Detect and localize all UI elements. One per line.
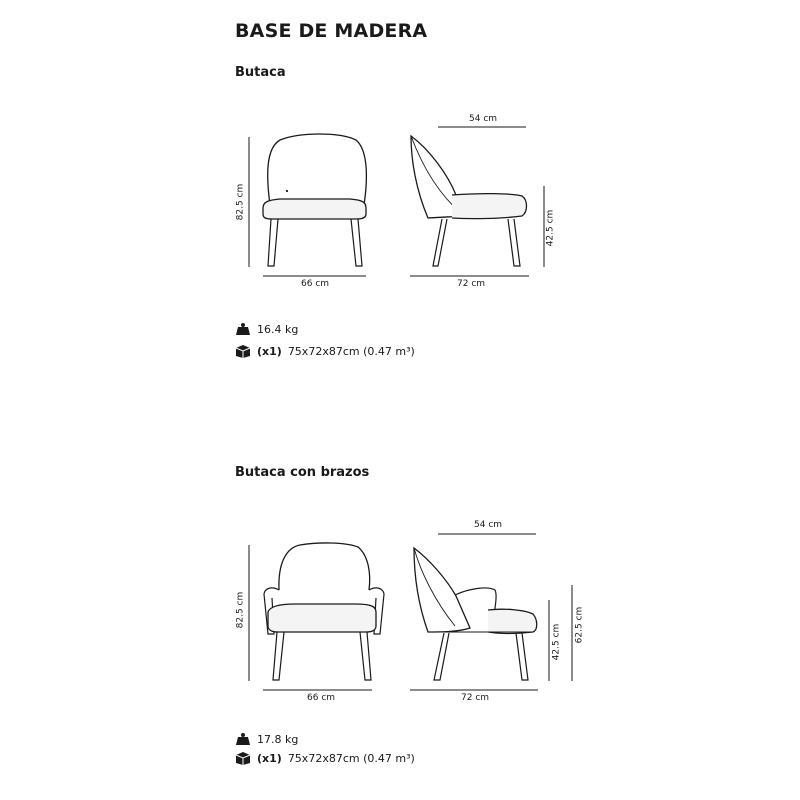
weight-value: 17.8 kg [257, 732, 299, 746]
butaca-front-view [249, 134, 366, 276]
package-size: 75x72x87cm (0.47 m³) [287, 751, 415, 765]
butaca-brazos-side-view [410, 534, 572, 690]
package-spec [235, 751, 415, 765]
dim-depth-label: 72 cm [457, 279, 486, 289]
butaca-side-view [410, 127, 544, 276]
dim-seat-height-label: 42.5 cm [545, 209, 556, 247]
package-box-icon [235, 344, 251, 358]
package-qty: (x1) [257, 344, 282, 358]
weight-value: 16.4 kg [257, 322, 299, 336]
weight-icon [235, 322, 251, 336]
dim-seat-height-label: 42.5 cm [551, 623, 562, 661]
page-title: BASE DE MADERA [235, 20, 428, 42]
dim-depth-label: 72 cm [461, 693, 490, 703]
package-qty: (x1) [257, 751, 282, 765]
dim-height-label: 82.5 cm [235, 591, 246, 629]
dim-height-label: 82.5 cm [235, 183, 246, 221]
section-title-butaca-brazos: Butaca con brazos [235, 465, 370, 480]
dim-front-width-label: 66 cm [301, 279, 330, 289]
weight-icon [235, 732, 251, 746]
dim-front-width-label: 66 cm [307, 693, 336, 703]
weight-spec [235, 322, 298, 336]
section-title-butaca: Butaca [235, 65, 286, 80]
butaca-brazos-front-view [249, 543, 384, 690]
package-spec [235, 344, 415, 358]
package-size: 75x72x87cm (0.47 m³) [287, 344, 415, 358]
dim-arm-height-label: 62.5 cm [574, 606, 585, 644]
dim-back-top-label: 54 cm [469, 114, 498, 124]
package-box-icon [235, 751, 251, 765]
weight-spec [235, 732, 298, 746]
dim-back-top-label: 54 cm [474, 520, 503, 530]
